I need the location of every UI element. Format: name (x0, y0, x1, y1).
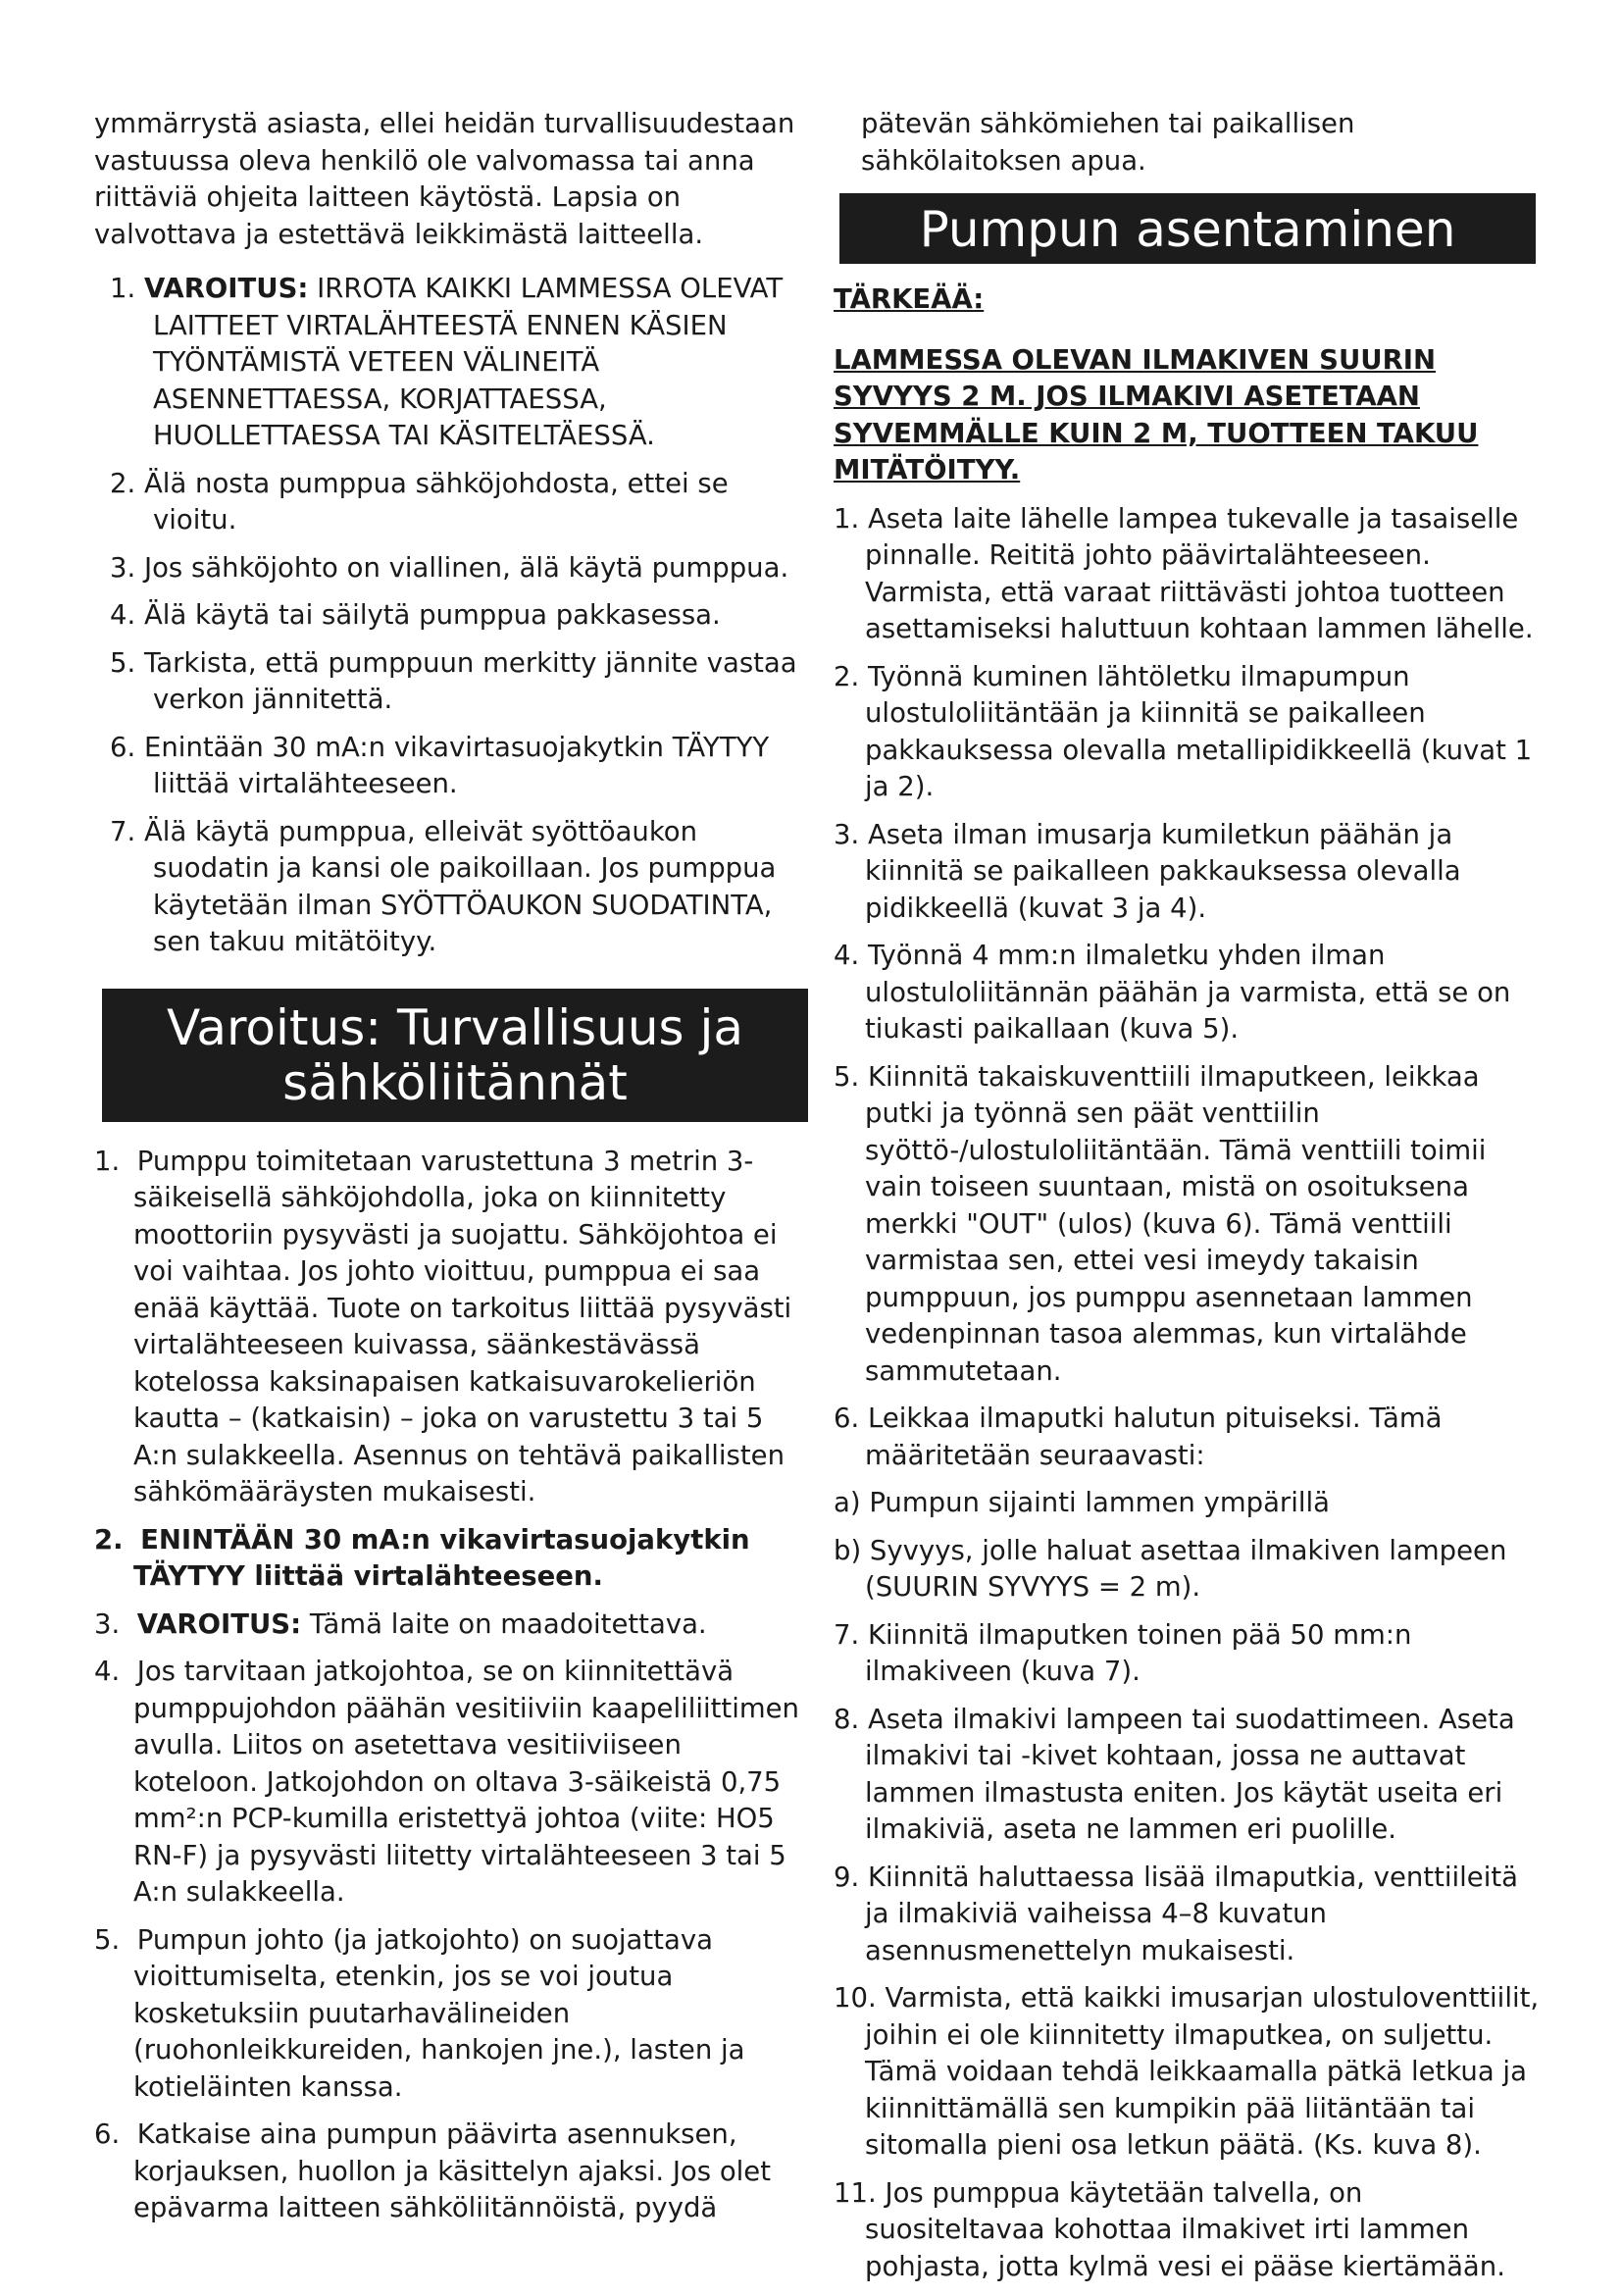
list-item: 4. Älä käytä tai säilytä pumppua pakkasessa. (110, 599, 721, 631)
safety-warnings-list (94, 271, 810, 961)
list-item: 5. Kiinnitä takaiskuventtiili ilmaputkeen, leikkaa putki ja työnnä sen päät venttiilin syöttö-/ulostuloliitäntään. Tämä venttiili toimii vain toiseen suuntaan, mistä on osoituksena merkki "OUT" (ulos) (kuva 6). Tämä venttiili varmistaa sen, ettei vesi imeydy takaisin pumppuun, jos pumppu asennetaan lammen vedenpinnan tasoa alemmas, kun virtalähde sammutetaan. (834, 1060, 1487, 1387)
electrical-list (94, 1144, 810, 2227)
list-item: 7. Älä käytä pumppua, elleivät syöttöaukon suodatin ja kansi ole paikoillaan. Jos pumppua käytetään ilman SYÖTTÖAUKON SUODATINTA, sen takuu mitätöityy. (110, 815, 777, 957)
list-item: 5. Tarkista, että pumppuun merkitty jännite vastaa verkon jännitettä. (110, 646, 797, 715)
list-item: 7. Kiinnitä ilmaputken toinen pää 50 mm:n ilmakiveen (kuva 7). (834, 1618, 1412, 1687)
list-item: 2. Älä nosta pumppua sähköjohdosta, ettei se vioitu. (110, 467, 729, 536)
list-item: 8. Aseta ilmakivi lampeen tai suodattimeen. Aseta ilmakivi tai -kivet kohtaan, jossa ne auttavat lammen ilmastusta eniten. Jos käytät useita eri ilmakiviä, aseta ne lammen eri puolille. (834, 1703, 1515, 1845)
right-column (824, 106, 1540, 2296)
list-item: 9. Kiinnitä haluttaessa lisää ilmaputkia, venttiileitä ja ilmakiviä vaiheissa 4–8 kuvatun asennusmenettelyn mukaisesti. (834, 1861, 1518, 1966)
list-item: 10. Varmista, että kaikki imusarjan ulostuloventtiilit, joihin ei ole kiinnitetty ilmaputkea, on suljettu. Tämä voidaan tehdä leikkaamalla pätkä letkua ja kiinnittämällä sen kumpikin pää liitäntään tai sitomalla pieni osa letkun päätä. (Ks. kuva 8). (834, 1982, 1540, 2161)
list-item: 6. Katkaise aina pumpun päävirta asennuksen, korjauksen, huollon ja käsittelyn ajaksi. Jos olet epävarma laitteen sähköliitännöistä, pyydä (94, 2118, 771, 2223)
list-item-sub-b: b) Syvyys, jolle haluat asettaa ilmakiven lampeen (SUURIN SYVYYS = 2 m). (834, 1534, 1507, 1603)
list-item: 5. Pumpun johto (ja jatkojohto) on suojattava vioittumiselta, etenkin, jos se voi joutua kosketuksiin puutarhavälineiden (ruohonleikkureiden, hankojen jne.), lasten ja kotieläinten kanssa. (94, 1923, 745, 2103)
list-item: 1. Pumppu toimitetaan varustettuna 3 metrin 3-säikeisellä sähköjohdolla, joka on kiinnitetty moottoriin pysyvästi ja suojattu. Sähköjohtoa ei voi vaihtaa. Jos johto vioittuu, pumppua ei saa enää käyttää. Tuote on tarkoitus liittää pysyvästi virtalähteeseen kuivassa, säänkestävässä kotelossa kaksinapaisen katkaisuvarokelieriön kautta – (katkaisin) – joka on varustettu 3 tai 5 A:n sulakkeella. Asennus on tehtävä paikallisten sähkömääräysten mukaisesti. (94, 1145, 792, 1507)
list-item: 6. Leikkaa ilmaputki halutun pituiseksi. Tämä määritetään seuraavasti: (834, 1403, 1443, 1471)
left-intro-paragraph: ymmärrystä asiasta, ellei heidän turvallisuudestaan vastuussa oleva henkilö ole valvomassa tai anna riittäviä ohjeita laitteen käytöstä. Lapsia on valvottava ja estettävä leikkimästä laitteella. (94, 108, 795, 250)
list-item: 1. VAROITUS: IRROTA KAIKKI LAMMESSA OLEVAT LAITTEET VIRTALÄHTEESTÄ ENNEN KÄSIEN TYÖNTÄMISTÄ VETEEN VÄLINEITÄ ASENNETTAESSA, KORJATTAESSA, HUOLLETTAESSA TAI KÄSITELTÄESSÄ. (110, 273, 784, 451)
important-notice: LAMMESSA OLEVAN ILMAKIVEN SUURIN SYVYYS 2 M. JOS ILMAKIVI ASETETAAN SYVEMMÄLLE KUIN 2 M, TUOTTEEN TAKUU MITÄTÖITYY. (834, 343, 1479, 485)
list-item: 11. Jos pumppua käytetään talvella, on suositeltavaa kohottaa ilmakivet irti lammen pohjasta, jotta kylmä vesi ei pääse kiertämään. (834, 2176, 1505, 2282)
list-item: 2. Työnnä kuminen lähtöletku ilmapumpun ulostuloliitäntään ja kiinnitä se paikalleen pakkauksessa olevalla metallipidikkeellä (kuvat 1 ja 2). (834, 660, 1533, 802)
list-item: 3. Jos sähköjohto on viallinen, älä käytä pumppua. (110, 551, 789, 584)
installation-steps-list (834, 501, 1540, 2286)
list-item: 3. VAROITUS: Tämä laite on maadoitettava. (94, 1607, 707, 1640)
list-item-sub-a: a) Pumpun sijainti lammen ympärillä (834, 1487, 1330, 1518)
section-heading-safety: Varoitus: Turvallisuus ja sähköliitännät (102, 989, 808, 1122)
list-item: 2. ENINTÄÄN 30 mA:n vikavirtasuojakytkin TÄYTYY liittää virtalähteeseen. (94, 1523, 750, 1592)
section-heading-installation: Pumpun asentaminen (839, 193, 1536, 264)
list-item: 4. Työnnä 4 mm:n ilmaletku yhden ilman ulostuloliitännän päähän ja varmista, että se on tiukasti paikallaan (kuva 5). (834, 940, 1511, 1045)
important-label: TÄRKEÄÄ: (834, 283, 985, 315)
list-item: 4. Jos tarvitaan jatkojohtoa, se on kiinnitettävä pumppujohdon päähän vesitiiviin kaapeliliittimen avulla. Liitos on asetettava vesitiiviiseen koteloon. Jatkojohdon on oltava 3-säikeistä 0,75 mm²:n PCP-kumilla eristettyä johtoa (viite: HO5 RN-F) ja pysyvästi liitetty virtalähteeseen 3 tai 5 A:n sulakkeella. (94, 1656, 799, 1908)
left-column (94, 106, 810, 2238)
right-intro-paragraph: pätevän sähkömiehen tai paikallisen sähkölaitoksen apua. (861, 108, 1355, 177)
list-item: 1. Aseta laite lähelle lampea tukevalle ja tasaiselle pinnalle. Reititä johto päävirtalähteeseen. Varmista, että varaat riittävästi johtoa tuotteen asettamiseksi haluttuun kohtaan lammen lähelle. (834, 502, 1534, 644)
list-item: 6. Enintään 30 mA:n vikavirtasuojakytkin TÄYTYY liittää virtalähteeseen. (110, 731, 770, 799)
list-item: 3. Aseta ilman imusarja kumiletkun päähän ja kiinnitä se paikalleen pakkauksessa olevalla pidikkeellä (kuvat 3 ja 4). (834, 818, 1461, 924)
